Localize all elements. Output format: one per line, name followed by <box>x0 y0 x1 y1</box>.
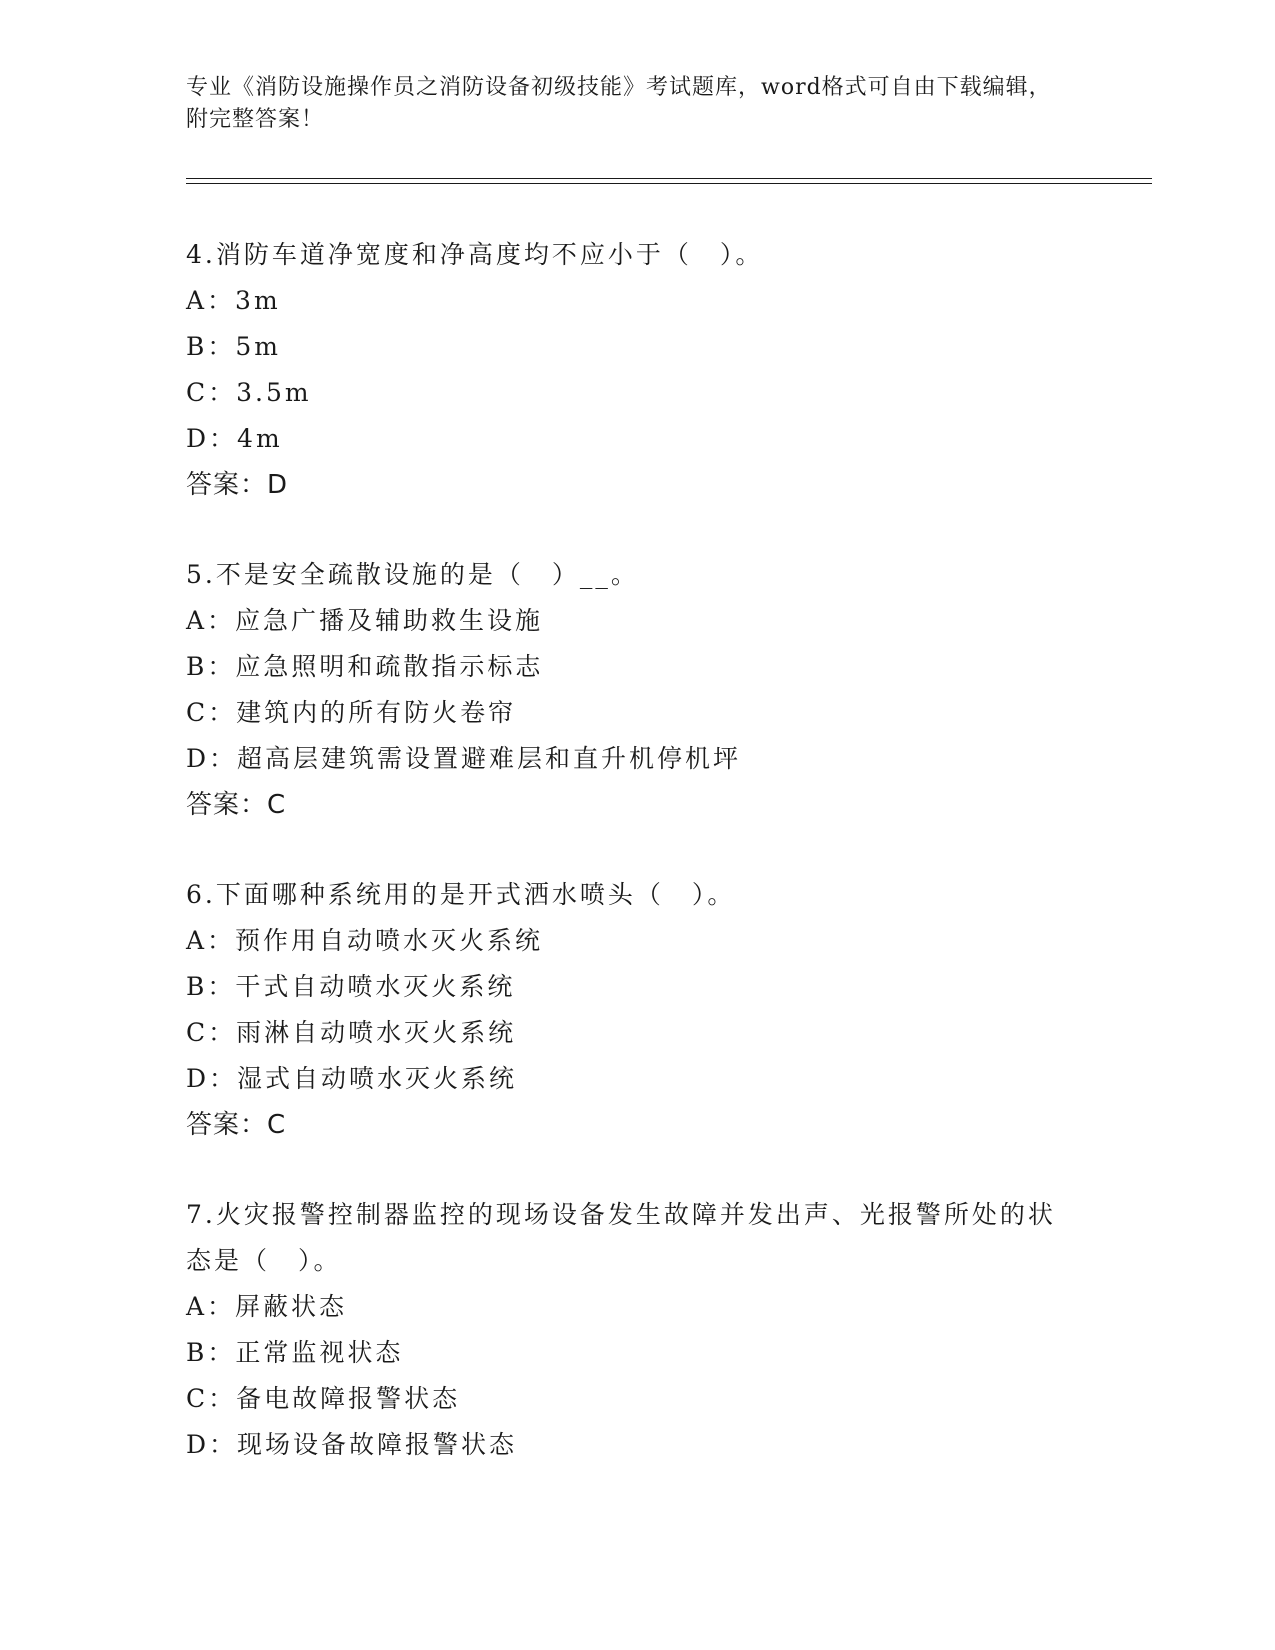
question-7 <box>186 1192 1066 1468</box>
option-a: A：屏蔽状态 <box>186 1292 348 1321</box>
answer: 答案：C <box>186 790 287 820</box>
document-header: 专业《消防设施操作员之消防设备初级技能》考试题库，word格式可自由下载编辑，附完整答案！ <box>186 75 1052 132</box>
answer: 答案：D <box>186 470 289 500</box>
option-b: B：干式自动喷水灭火系统 <box>186 972 516 1001</box>
option-d: D：湿式自动喷水灭火系统 <box>186 1064 518 1093</box>
option-b: B：5m <box>186 332 281 361</box>
option-a: A：预作用自动喷水灭火系统 <box>186 926 544 955</box>
option-d: D：超高层建筑需设置避难层和直升机停机坪 <box>186 744 742 773</box>
option-b: B：正常监视状态 <box>186 1338 404 1367</box>
option-c: C：3.5m <box>186 378 312 407</box>
question-5 <box>186 552 1066 828</box>
option-c: C：雨淋自动喷水灭火系统 <box>186 1018 517 1047</box>
answer: 答案：C <box>186 1110 287 1140</box>
question-stem: 7.火灾报警控制器监控的现场设备发生故障并发出声、光报警所处的状态是（ ）。 <box>186 1200 1056 1275</box>
question-stem: 5.不是安全疏散设施的是（ ）__。 <box>186 560 639 589</box>
option-a: A：3m <box>186 286 281 315</box>
option-a: A：应急广播及辅助救生设施 <box>186 606 544 635</box>
question-4 <box>186 232 1066 508</box>
option-b: B：应急照明和疏散指示标志 <box>186 652 544 681</box>
option-c: C：建筑内的所有防火卷帘 <box>186 698 517 727</box>
option-d: D：现场设备故障报警状态 <box>186 1430 518 1459</box>
question-stem: 6.下面哪种系统用的是开式洒水喷头（ ）。 <box>186 880 736 909</box>
option-c: C：备电故障报警状态 <box>186 1384 461 1413</box>
option-d: D：4m <box>186 424 283 453</box>
header-divider-bottom <box>186 183 1152 184</box>
header-divider-top <box>186 178 1152 179</box>
question-stem: 4.消防车道净宽度和净高度均不应小于（ ）。 <box>186 240 764 269</box>
question-6 <box>186 872 1066 1148</box>
